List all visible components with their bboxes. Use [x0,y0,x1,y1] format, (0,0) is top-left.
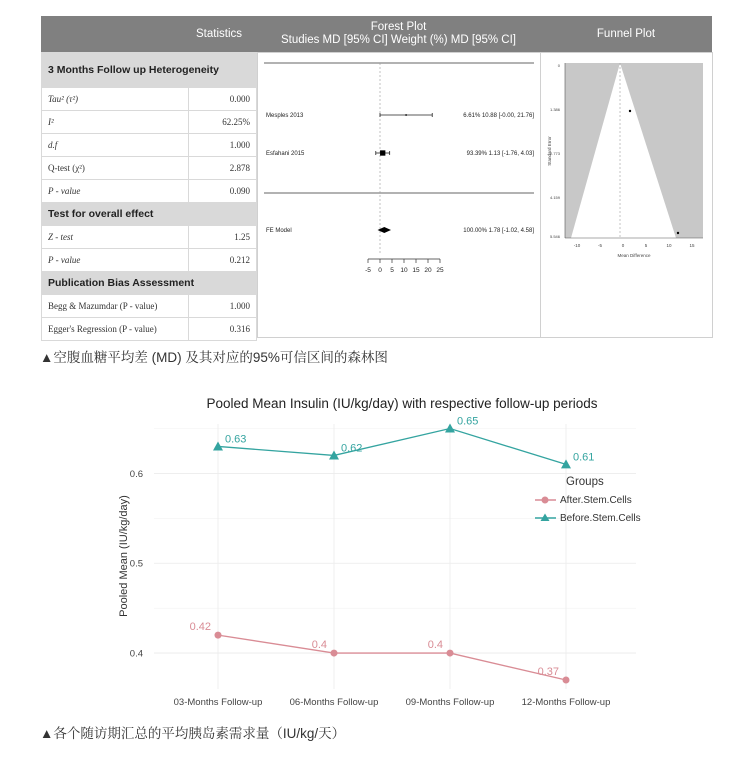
forest-tick-label: -5 [365,267,371,274]
legend-label-before: Before.Stem.Cells [560,513,641,524]
forest-tick-label: 5 [390,267,394,274]
table-row [42,249,257,272]
header-blank [41,16,181,52]
y-axis-label: Pooled Mean (IU/kg/day) [118,495,130,617]
insulin-line-chart [0,385,756,755]
forest-panel [257,52,541,338]
y-tick-label: 0.6 [129,468,143,480]
funnel-y-tick: 5.546 [549,234,560,239]
funnel-y-tick: 0 [557,63,560,68]
meta-analysis-figure [41,16,712,337]
figure1-caption: ▲空腹血糖平均差 (MD) 及其对应的95%可信区间的森林图 [40,350,388,365]
funnel-x-tick: 15 [689,243,695,248]
section-heterogeneity: 3 Months Follow up Heterogeneity [42,53,257,88]
forest-tick-label: 10 [400,267,408,274]
forest-subtitle: Studies MD [95% CI] Weight (%) MD [95% CI] [281,34,516,46]
study-stats: 93.39% 1.13 [-1.76, 4.03] [466,151,534,157]
data-point [563,677,570,684]
row-value: 0.000 [189,88,257,111]
y-tick-label: 0.5 [129,558,143,570]
row-label: P - value [42,180,189,203]
legend-marker-after [542,497,549,504]
data-label: 0.4 [427,639,443,652]
data-point [331,650,338,657]
row-value: 0.316 [189,318,257,341]
row-label: Tau² (τ²) [42,88,189,111]
data-label: 0.42 [189,621,211,634]
table-row [42,295,257,318]
funnel-y-label: Standard Error [547,136,552,166]
chart-title: Pooled Mean Insulin (IU/kg/day) with respective follow-up periods [206,396,598,411]
data-label: 0.4 [311,639,327,652]
legend-title: Groups [566,476,604,488]
funnel-point [677,232,679,234]
model-stats: 100.00% 1.78 [-1.02, 4.58] [463,228,534,234]
table-row [42,318,257,341]
table-row [42,157,257,180]
section-publication-bias: Publication Bias Assessment [42,272,257,295]
row-label: Begg & Mazumdar (P - value) [42,295,189,318]
funnel-plot [541,53,712,337]
row-value: 0.212 [189,249,257,272]
data-label: 0.61 [573,451,595,464]
forest-tick-label: 25 [436,267,444,274]
table-row [42,134,257,157]
table-row [42,226,257,249]
row-label: P - value [42,249,189,272]
row-label: Q-test (χ²) [42,157,189,180]
study-estimate [405,114,407,116]
data-label: 0.63 [225,433,247,446]
row-label: Z - test [42,226,189,249]
row-label: Egger's Regression (P - value) [42,318,189,341]
header-funnel: Funnel Plot [540,16,712,52]
row-value: 62.25% [189,111,257,134]
table-row [42,111,257,134]
row-value: 1.000 [189,295,257,318]
funnel-x-label: Mean Difference [617,253,651,258]
funnel-x-tick: 5 [644,243,648,248]
study-name: Mesples 2013 [266,113,304,119]
header-forest [257,16,540,52]
x-tick-label: 12-Months Follow-up [521,697,611,708]
study-stats: 6.61% 10.88 [-0.00, 21.76] [463,113,534,119]
study-estimate [380,150,385,155]
data-point [215,632,222,639]
funnel-panel [540,52,713,338]
row-label: I² [42,111,189,134]
row-value: 1.000 [189,134,257,157]
section-overall-effect: Test for overall effect [42,203,257,226]
data-label: 0.37 [537,666,559,679]
data-point [447,650,454,657]
model-diamond [378,227,391,233]
x-tick-label: 06-Months Follow-up [289,697,379,708]
forest-plot [258,53,540,337]
data-label: 0.62 [341,442,363,455]
funnel-point [629,110,631,112]
funnel-x-tick: 10 [666,243,672,248]
forest-tick-label: 0 [378,267,382,274]
legend-label-after: After.Stem.Cells [560,495,632,506]
forest-title: Forest Plot [370,21,427,33]
funnel-y-tick: 1.386 [549,107,560,112]
funnel-y-tick: 4.159 [549,195,560,200]
funnel-x-tick: -5 [597,243,603,248]
funnel-y-tick: 2.773 [549,151,560,156]
row-label: d.f [42,134,189,157]
statistics-table [41,52,257,341]
row-value: 2.878 [189,157,257,180]
funnel-x-tick: 0 [621,243,625,248]
data-label: 0.65 [457,415,479,428]
x-tick-label: 03-Months Follow-up [173,697,263,708]
table-row [42,88,257,111]
model-name: FE Model [266,228,292,234]
row-value: 1.25 [189,226,257,249]
forest-tick-label: 15 [412,267,420,274]
row-value: 0.090 [189,180,257,203]
forest-tick-label: 20 [424,267,432,274]
study-name: Esfahani 2015 [266,151,305,157]
header-statistics: Statistics [181,16,257,52]
table-row [42,180,257,203]
y-tick-label: 0.4 [129,648,143,660]
x-tick-label: 09-Months Follow-up [405,697,495,708]
figure2-caption: ▲各个随访期汇总的平均胰岛素需求量（IU/kg/天） [40,726,346,741]
funnel-x-tick: -10 [573,243,581,248]
